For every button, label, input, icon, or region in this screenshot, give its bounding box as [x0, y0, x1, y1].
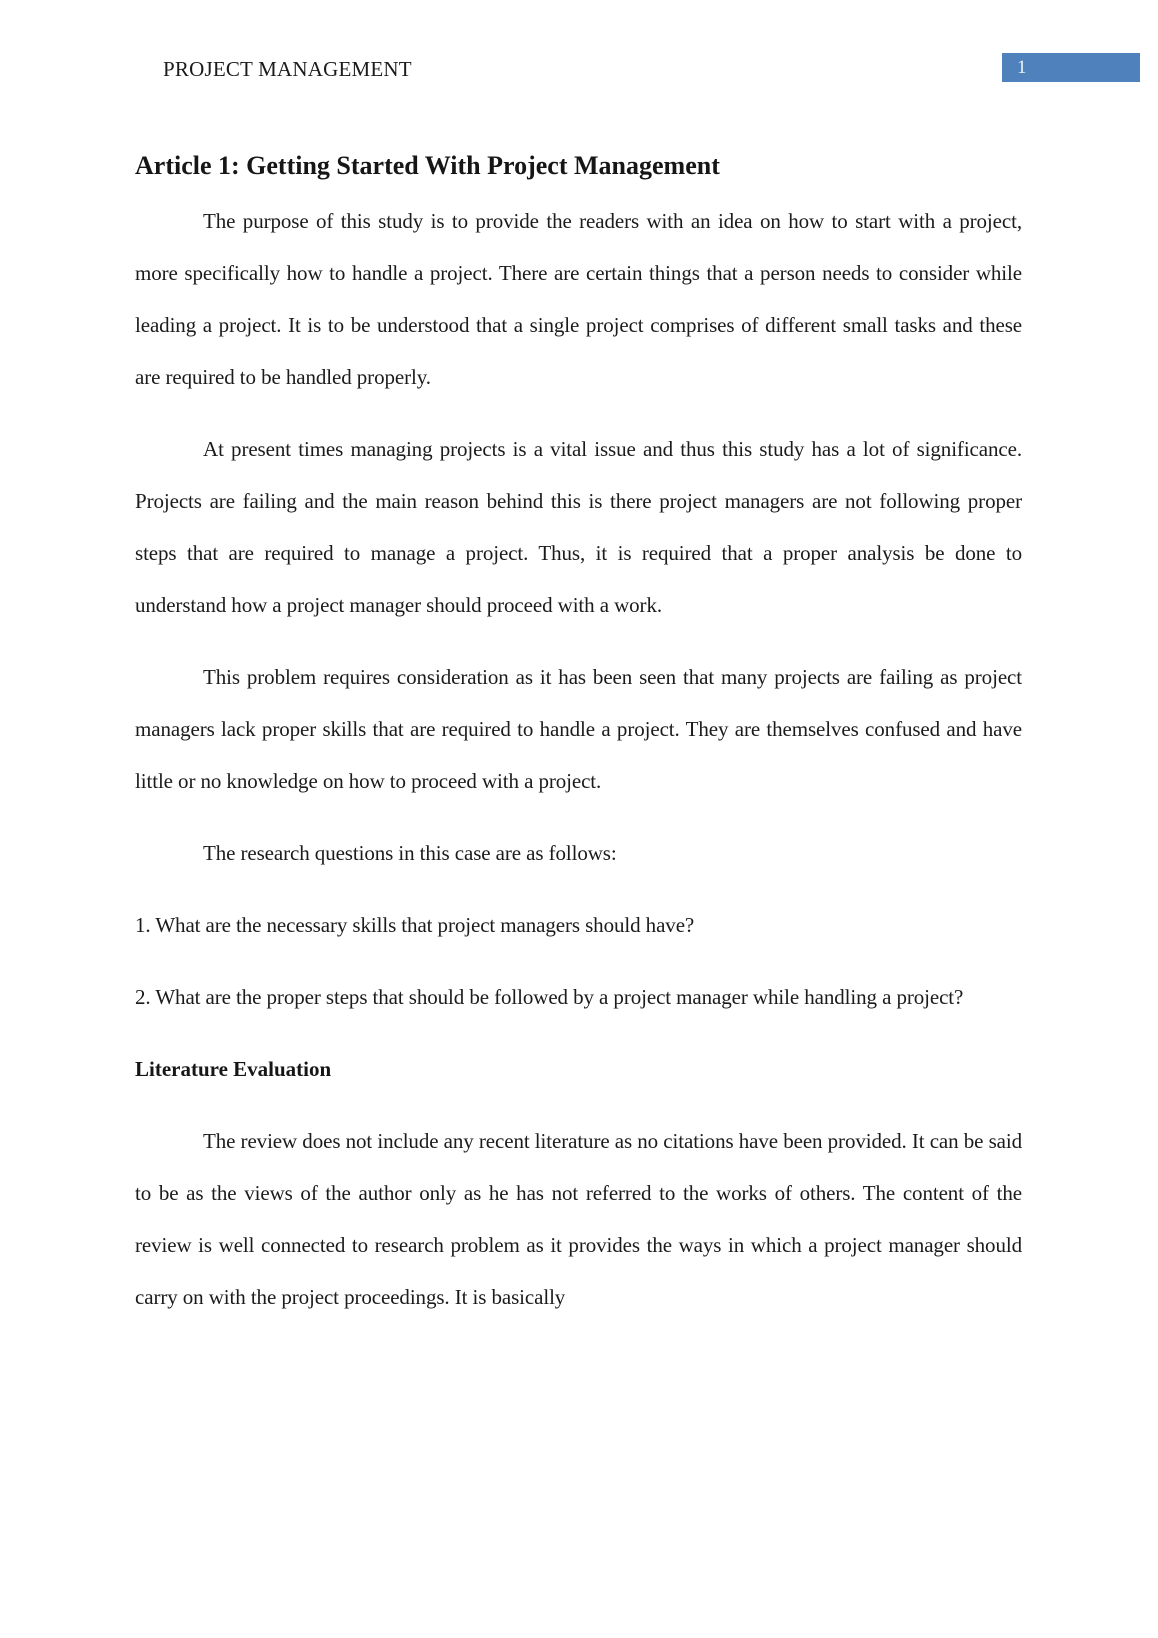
running-header-title: PROJECT MANAGEMENT [163, 57, 412, 81]
paragraph-problem: This problem requires consideration as it has been seen that many projects are failing as project managers lack proper skills that are required to handle a project. They are themselves confused and have little or no knowledge on how to proceed with a project. [135, 665, 1022, 794]
research-question-2: 2. What are the proper steps that should be followed by a project manager while handling a project? [135, 985, 964, 1010]
paragraph-literature-review: The review does not include any recent literature as no citations have been provided. It can be said to be as the views of the author only as he has not referred to the works of others. The content of the review is well connected to research problem as it provides the ways in which a project manager should carry on with the project proceedings. It is basically [135, 1129, 1022, 1310]
document-body [135, 0, 1022, 1343]
paragraph-significance: At present times managing projects is a vital issue and thus this study has a lot of significance. Projects are failing and the main reason behind this is there project managers are not following proper steps that are required to manage a project. Thus, it is required that a proper analysis be done to understand how a project manager should proceed with a work. [135, 437, 1022, 618]
article-title: Article 1: Getting Started With Project Management [135, 151, 720, 180]
research-questions-intro: The research questions in this case are as follows: [203, 841, 617, 866]
section-heading-literature-evaluation: Literature Evaluation [135, 1057, 332, 1082]
paragraph-purpose: The purpose of this study is to provide the readers with an idea on how to start with a project, more specifically how to handle a project. There are certain things that a person needs to consider while leading a project. It is to be understood that a single project comprises of different small tasks and these are required to be handled properly. [135, 209, 1022, 390]
page-number-badge [1002, 53, 1140, 82]
research-question-1: 1. What are the necessary skills that project managers should have? [135, 913, 695, 938]
page-number: 1 [1017, 57, 1027, 78]
